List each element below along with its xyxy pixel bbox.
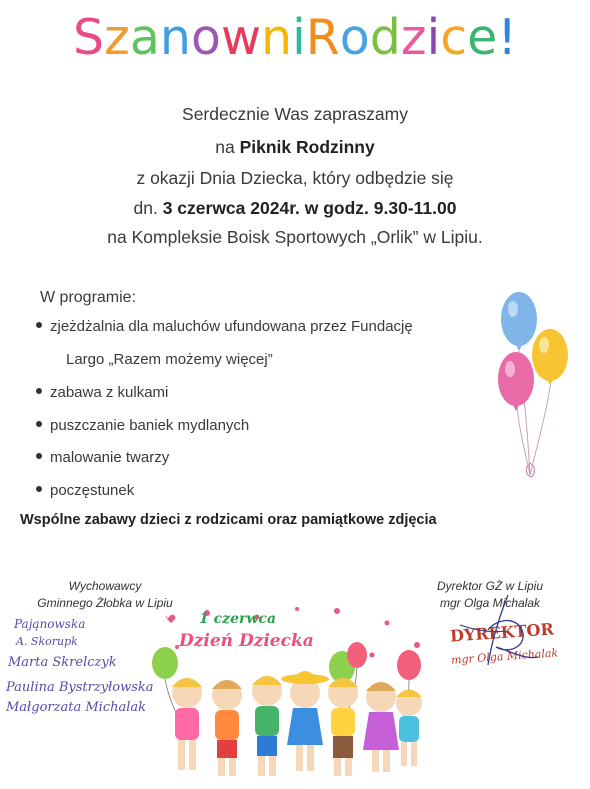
bullet-icon	[36, 486, 42, 492]
signature-name: mgr Olga Michalak	[439, 596, 541, 610]
invitation-line-5: na Kompleksie Boisk Sportowych „Orlik” w Lipiu.	[107, 227, 483, 247]
closing-text: Wspólne zabawy dzieci z rodzicami oraz pamiątkowe zdjęcia	[20, 512, 437, 528]
bullet-icon	[36, 421, 42, 427]
illustration-date: 1 czerwca	[199, 611, 277, 627]
program-item: zjeżdżalnia dla maluchów ufundowana przez Fundację	[36, 318, 413, 335]
page-title	[0, 8, 590, 68]
illustration-title: Dzień Dziecka	[179, 631, 314, 651]
program-item: poczęstunek	[36, 482, 134, 499]
title-letter: o	[339, 9, 370, 66]
stamp-title: DYREKTOR	[449, 619, 555, 646]
title-letter: !	[497, 9, 517, 66]
childrens-day-illustration	[147, 605, 427, 789]
signature-role: Gminnego Żłobka w Lipiu	[37, 596, 173, 610]
invitation-line-3: z okazji Dnia Dziecka, który odbędzie się	[136, 168, 454, 188]
title-letter: d	[369, 9, 401, 66]
title-letter: z	[400, 9, 427, 66]
title-letter: S	[73, 9, 105, 66]
handwritten-name: A. Skorupk	[16, 635, 78, 648]
program-heading: W programie:	[40, 289, 137, 306]
title-letter: i	[426, 9, 441, 66]
invitation-line-2: na Piknik Rodzinny	[215, 137, 375, 157]
program-item: zabawa z kulkami	[36, 384, 168, 401]
handwritten-name: Paulina Bystrzyłowska	[6, 680, 154, 695]
handwritten-name: Pająnowska	[14, 617, 86, 631]
balloons-icon	[488, 285, 578, 485]
title-letter: R	[305, 9, 340, 66]
program-item: puszczanie baniek mydlanych	[36, 417, 249, 434]
title-letter: c	[440, 9, 468, 66]
bullet-icon	[36, 322, 42, 328]
stamp-name: mgr Olga Michalak	[450, 646, 559, 667]
title-letter: n	[261, 9, 293, 66]
handwritten-name: Małgorzata Michalak	[6, 700, 147, 715]
signature-role: Wychowawcy	[68, 579, 142, 593]
handwritten-name: Marta Skrelczyk	[8, 655, 117, 670]
title-letter: a	[129, 9, 160, 66]
title-letter: e	[467, 9, 498, 66]
bullet-icon	[36, 388, 42, 394]
signature-role: Dyrektor GŻ w Lipiu	[436, 579, 544, 593]
title-letter: i	[292, 9, 306, 66]
program-item: malowanie twarzy	[36, 449, 169, 466]
title-letter: w	[220, 9, 262, 66]
director-signature-scribble-icon	[430, 585, 550, 675]
program-item-continued: Largo „Razem możemy więcej”	[66, 351, 273, 368]
title-letter: n	[159, 9, 191, 66]
bullet-icon	[36, 453, 42, 459]
invitation-line-1: Serdecznie Was zapraszamy	[182, 104, 408, 124]
invitation-line-4: dn. 3 czerwca 2024r. w godz. 9.30-11.00	[133, 198, 457, 218]
title-letter: z	[104, 9, 130, 66]
title-letter: o	[190, 9, 221, 66]
